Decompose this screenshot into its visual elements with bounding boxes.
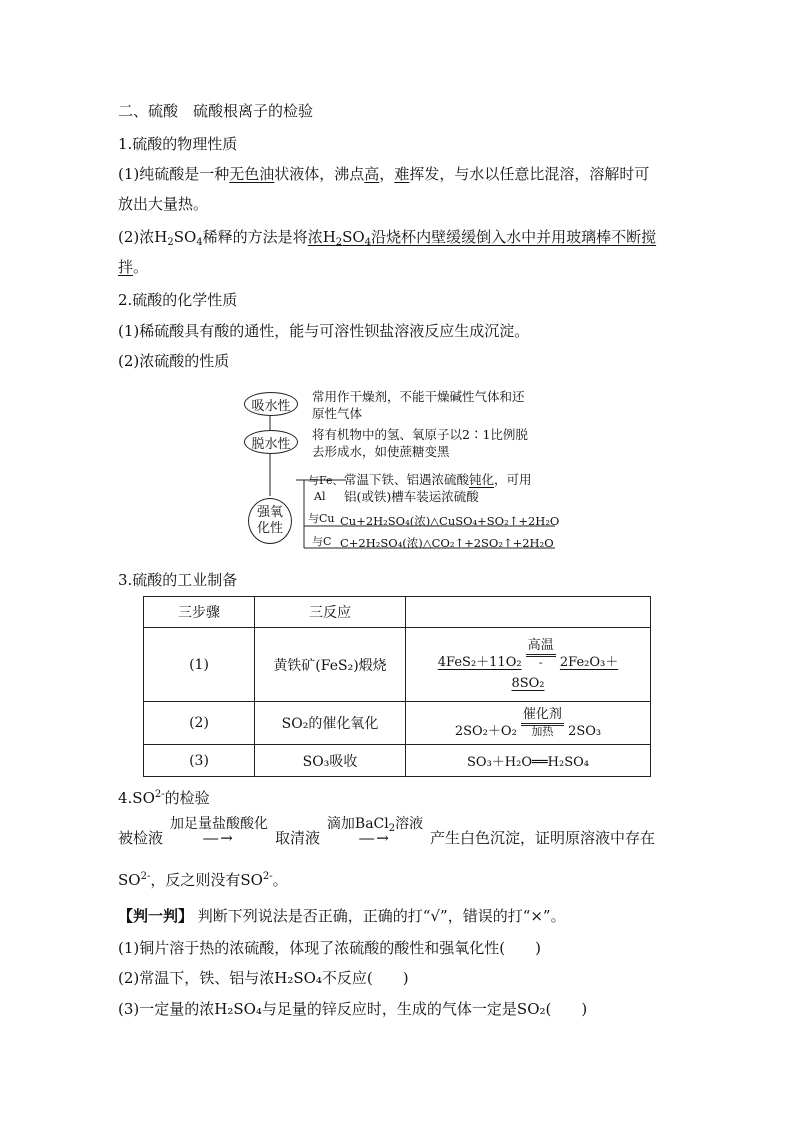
table-cell-step: (3) — [144, 745, 255, 777]
judge-question-1: (1)铜片溶于热的浓硫酸，体现了浓硫酸的酸性和强氧化性( ) — [118, 939, 541, 957]
branch-fe-label: 与Fe、 — [308, 474, 344, 487]
oval-dehydrating: 脱水性 — [244, 430, 298, 454]
industrial-table — [143, 596, 651, 777]
hygroscopic-desc-1: 常用作干燥剂，不能干燥碱性气体和还 — [312, 389, 525, 404]
table-cell-reaction: SO₃吸收 — [255, 745, 406, 777]
heading-industrial-prep: 3.硫酸的工业制备 — [118, 571, 238, 589]
judge-prompt: 【判一判】 判断下列说法是否正确，正确的打“√”，错误的打“×”。 — [118, 907, 566, 925]
table-row — [144, 702, 651, 745]
dehydrating-desc-2: 去形成水，如使蔗糖变黑 — [312, 444, 450, 459]
passivation-desc-2: 铝(或铁)槽车装运浓硫酸 — [344, 489, 479, 504]
table-cell-equation: SO₃＋H₂O══H₂SO₄ — [406, 745, 651, 777]
judge-question-2: (2)常温下，铁、铝与浓H₂SO₄不反应( ) — [118, 969, 409, 987]
sulfate-test-procedure: 被检液 加足量盐酸酸化 ―→ 取清液 滴加BaCl$_2$溶液 ―→ 产生白色沉淀，证明原溶液中存在 — [118, 816, 656, 847]
table-row — [144, 628, 651, 702]
c-reaction-equation: C+2H₂SO₄(浓)△CO₂↑+2SO₂↑+2H₂O — [340, 536, 554, 550]
table-header-cell — [406, 597, 651, 628]
cu-reaction-equation: Cu+2H₂SO₄(浓)△CuSO₄+SO₂↑+2H₂O — [340, 514, 560, 528]
paragraph-dilution: (2)浓$H_2SO_4$稀释的方法是将浓$H_2SO_4$沿烧杯内壁缓缓倒入水中并用玻璃棒不断搅 — [118, 228, 657, 248]
paragraph-dilute-acid: (1)稀硫酸具有酸的通性，能与可溶性钡盐溶液反应生成沉淀。 — [118, 322, 530, 340]
paragraph-physical-1: (1)纯硫酸是一种无色油状液体，沸点高，难挥发，与水以任意比混溶，溶解时可 — [118, 165, 650, 183]
paragraph-conc-acid: (2)浓硫酸的性质 — [118, 352, 230, 370]
oval-hygroscopic: 吸水性 — [244, 392, 298, 416]
table-row — [144, 745, 651, 777]
arrow-add-bacl2: 滴加BaCl$_2$溶液 ―→ — [326, 816, 424, 847]
section-title: 二、硫酸 硫酸根离子的检验 — [118, 102, 314, 120]
sulfate-test-conclusion: $SO^{2-}$，反之则没有$SO^{2-}$。 — [118, 871, 288, 889]
table-cell-step: (1) — [144, 628, 255, 702]
passivation-desc-1: 常温下铁、铝遇浓硫酸钝化，可用 — [344, 472, 532, 487]
table-header-cell: 三步骤 — [144, 597, 255, 628]
heading-physical-properties: 1.硫酸的物理性质 — [118, 135, 238, 153]
table-cell-equation: 2SO₂＋O₂ 催化剂 加热 2SO₃ — [406, 702, 651, 745]
branch-c-label: 与C — [312, 535, 332, 548]
branch-cu-label: 与Cu — [308, 512, 335, 525]
table-cell-reaction: SO₂的催化氧化 — [255, 702, 406, 745]
table-cell-step: (2) — [144, 702, 255, 745]
properties-diagram — [240, 388, 560, 563]
table-header-row — [144, 597, 651, 628]
dehydrating-desc-1: 将有机物中的氢、氧原子以2∶1比例脱 — [312, 427, 528, 442]
arrow-acidify: 加足量盐酸酸化 ―→ — [170, 816, 269, 847]
heading-chemical-properties: 2.硫酸的化学性质 — [118, 291, 238, 309]
oval-oxidizing: 强氧 化性 — [248, 498, 292, 544]
table-cell-reaction: 黄铁矿(FeS₂)煅烧 — [255, 628, 406, 702]
table-cell-equation: 4FeS₂＋11O₂ 高温 - 2Fe₂O₃＋ 8SO₂ — [406, 628, 651, 702]
table-header-cell: 三反应 — [255, 597, 406, 628]
heading-sulfate-test: $4.SO^{2-}$的检验 — [118, 789, 210, 807]
hygroscopic-desc-2: 原性气体 — [312, 406, 363, 421]
judge-question-3: (3)一定量的浓H₂SO₄与足量的锌反应时，生成的气体一定是SO₂( ) — [118, 1000, 588, 1018]
paragraph-physical-1-cont: 放出大量热。 — [118, 195, 209, 213]
paragraph-dilution-cont: 拌。 — [118, 258, 149, 276]
branch-al-label: Al — [314, 490, 326, 503]
